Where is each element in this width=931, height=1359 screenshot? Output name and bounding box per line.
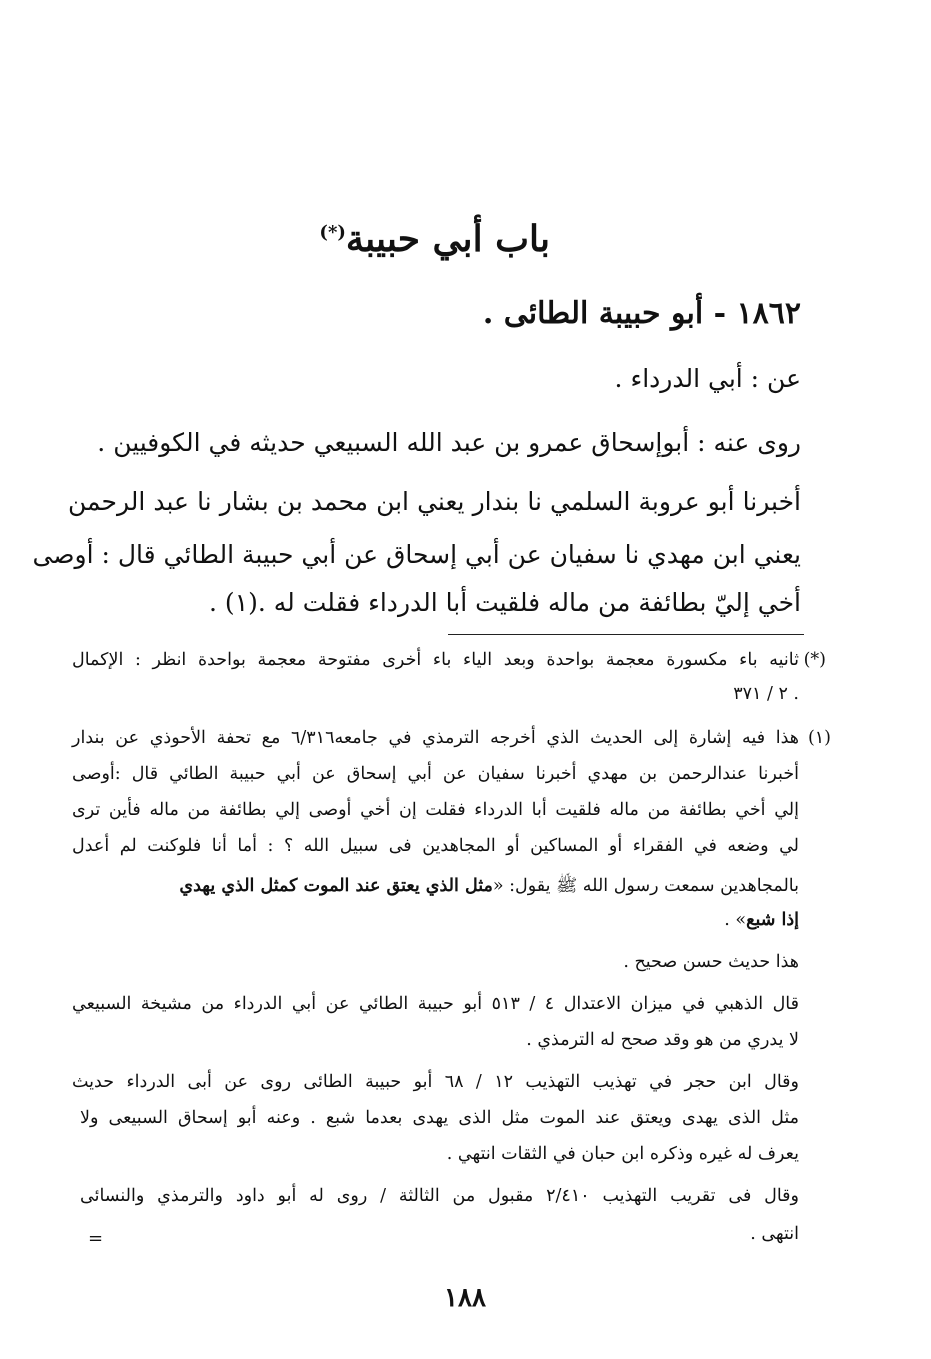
- footnote-star-line-1: ثانيه باء مكسورة معجمة بواحدة وبعد الياء باء أخرى مفتوحة معجمة بواحدة انظر : الإكمال: [72, 650, 799, 670]
- footnote-dhahabi-line-2: لا يدري من هو وقد صحح له الترمذي .: [526, 1030, 799, 1050]
- footnote-one-line-2: أخبرنا عندالرحمن بن مهدي أخبرنا سفيان عن أبي إسحاق عن أبي حبيبة الطائي قال :أوصى: [72, 764, 799, 784]
- isnad-line-2: يعني ابن مهدي نا سفيان عن أبي إسحاق عن أبي حبيبة الطائي قال : أوصى: [32, 540, 801, 569]
- from-line: عن : أبي الدرداء .: [614, 364, 801, 393]
- footnote-ibnhajar-line-1: وقال ابن حجر في تهذيب التهذيب ١٢ / ٦٨ أبو حبيبة الطائى روى عن أبى الدرداء حديث: [72, 1072, 799, 1092]
- hadith-text-bold-2: إذا شبع: [746, 910, 799, 930]
- chapter-title-text: باب أبي حبيبة: [345, 218, 550, 260]
- footnote-hadith-line-2: [724, 910, 799, 930]
- isnad-line-3: أخي إليّ بطائفة من ماله فلقيت أبا الدرداء فقلت له .(١) .: [209, 588, 801, 617]
- footnote-star-marker: (*): [803, 650, 826, 670]
- footnote-one-line-4: لي وضعه في الفقراء أو المساكين أو المجاهدين فى سبيل الله ؟ : أما أنا فلوكنت لم أعدل: [72, 836, 799, 856]
- footnote-one-marker: (١): [807, 728, 831, 748]
- footnote-ibnhajar-line-3: يعرف له غيره وذكره ابن حبان في الثقات انتهي .: [446, 1144, 799, 1164]
- chapter-title-footnote-mark: (*): [319, 222, 346, 243]
- footnote-grading: هذا حديث حسن صحيح .: [623, 952, 799, 972]
- footnote-ibnhajar-line-2: مثل الذى يهدى ويعتق عند الموت مثل الذى يهدى بعدما شبع . وعنه أبو إسحاق السبيعى ولا: [80, 1108, 799, 1128]
- hadith-text-bold: مثل الذي يعتق عند الموت كمثل الذي يهدي: [179, 876, 493, 896]
- footnote-star-line-2: ٢ / ٣٧١ .: [733, 684, 799, 704]
- entry-heading: ١٨٦٢ - أبو حبيبة الطائى .: [482, 296, 801, 331]
- footnote-separator: [448, 634, 804, 635]
- chapter-title: [319, 218, 550, 260]
- footnote-taqrib-line-1: وقال فى تقريب التهذيب ٢/٤١٠ مقبول من الثالثة / روى له أبو داود والترمذي والنسائى: [80, 1186, 800, 1206]
- hadith-prefix: بالمجاهدين سمعت رسول الله ﷺ يقول: «: [492, 876, 799, 896]
- isnad-line-1: أخبرنا أبو عروبة السلمي نا بندار يعني ابن محمد بن بشار نا عبد الرحمن: [68, 487, 801, 516]
- page-number: ١٨٨: [444, 1283, 486, 1313]
- footnote-one-line-3: إلي أخي بطائفة من ماله فلقيت أبا الدرداء فقلت إن أخي أوصى إلي بطائفة من ماله فأين ترى: [72, 800, 799, 820]
- footnote-taqrib-line-2: انتهى .: [750, 1224, 799, 1244]
- hadith-suffix: » .: [724, 910, 747, 930]
- continuation-mark: =: [88, 1228, 104, 1249]
- footnote-one-line-1: هذا فيه إشارة إلى الحديث الذي أخرجه الترمذي في جامعه٦/٣١٦ مع تحفة الأحوذي عن بندار: [72, 728, 799, 748]
- narrated-by-line: روى عنه : أبوإسحاق عمرو بن عبد الله السبيعي حديثه في الكوفيين .: [97, 428, 801, 457]
- footnote-hadith-line: [72, 874, 799, 900]
- footnote-dhahabi-line-1: قال الذهبي في ميزان الاعتدال ٤ / ٥١٣ أبو حبيبة الطائي عن أبي الدرداء من مشيخة السبيعي: [72, 994, 799, 1014]
